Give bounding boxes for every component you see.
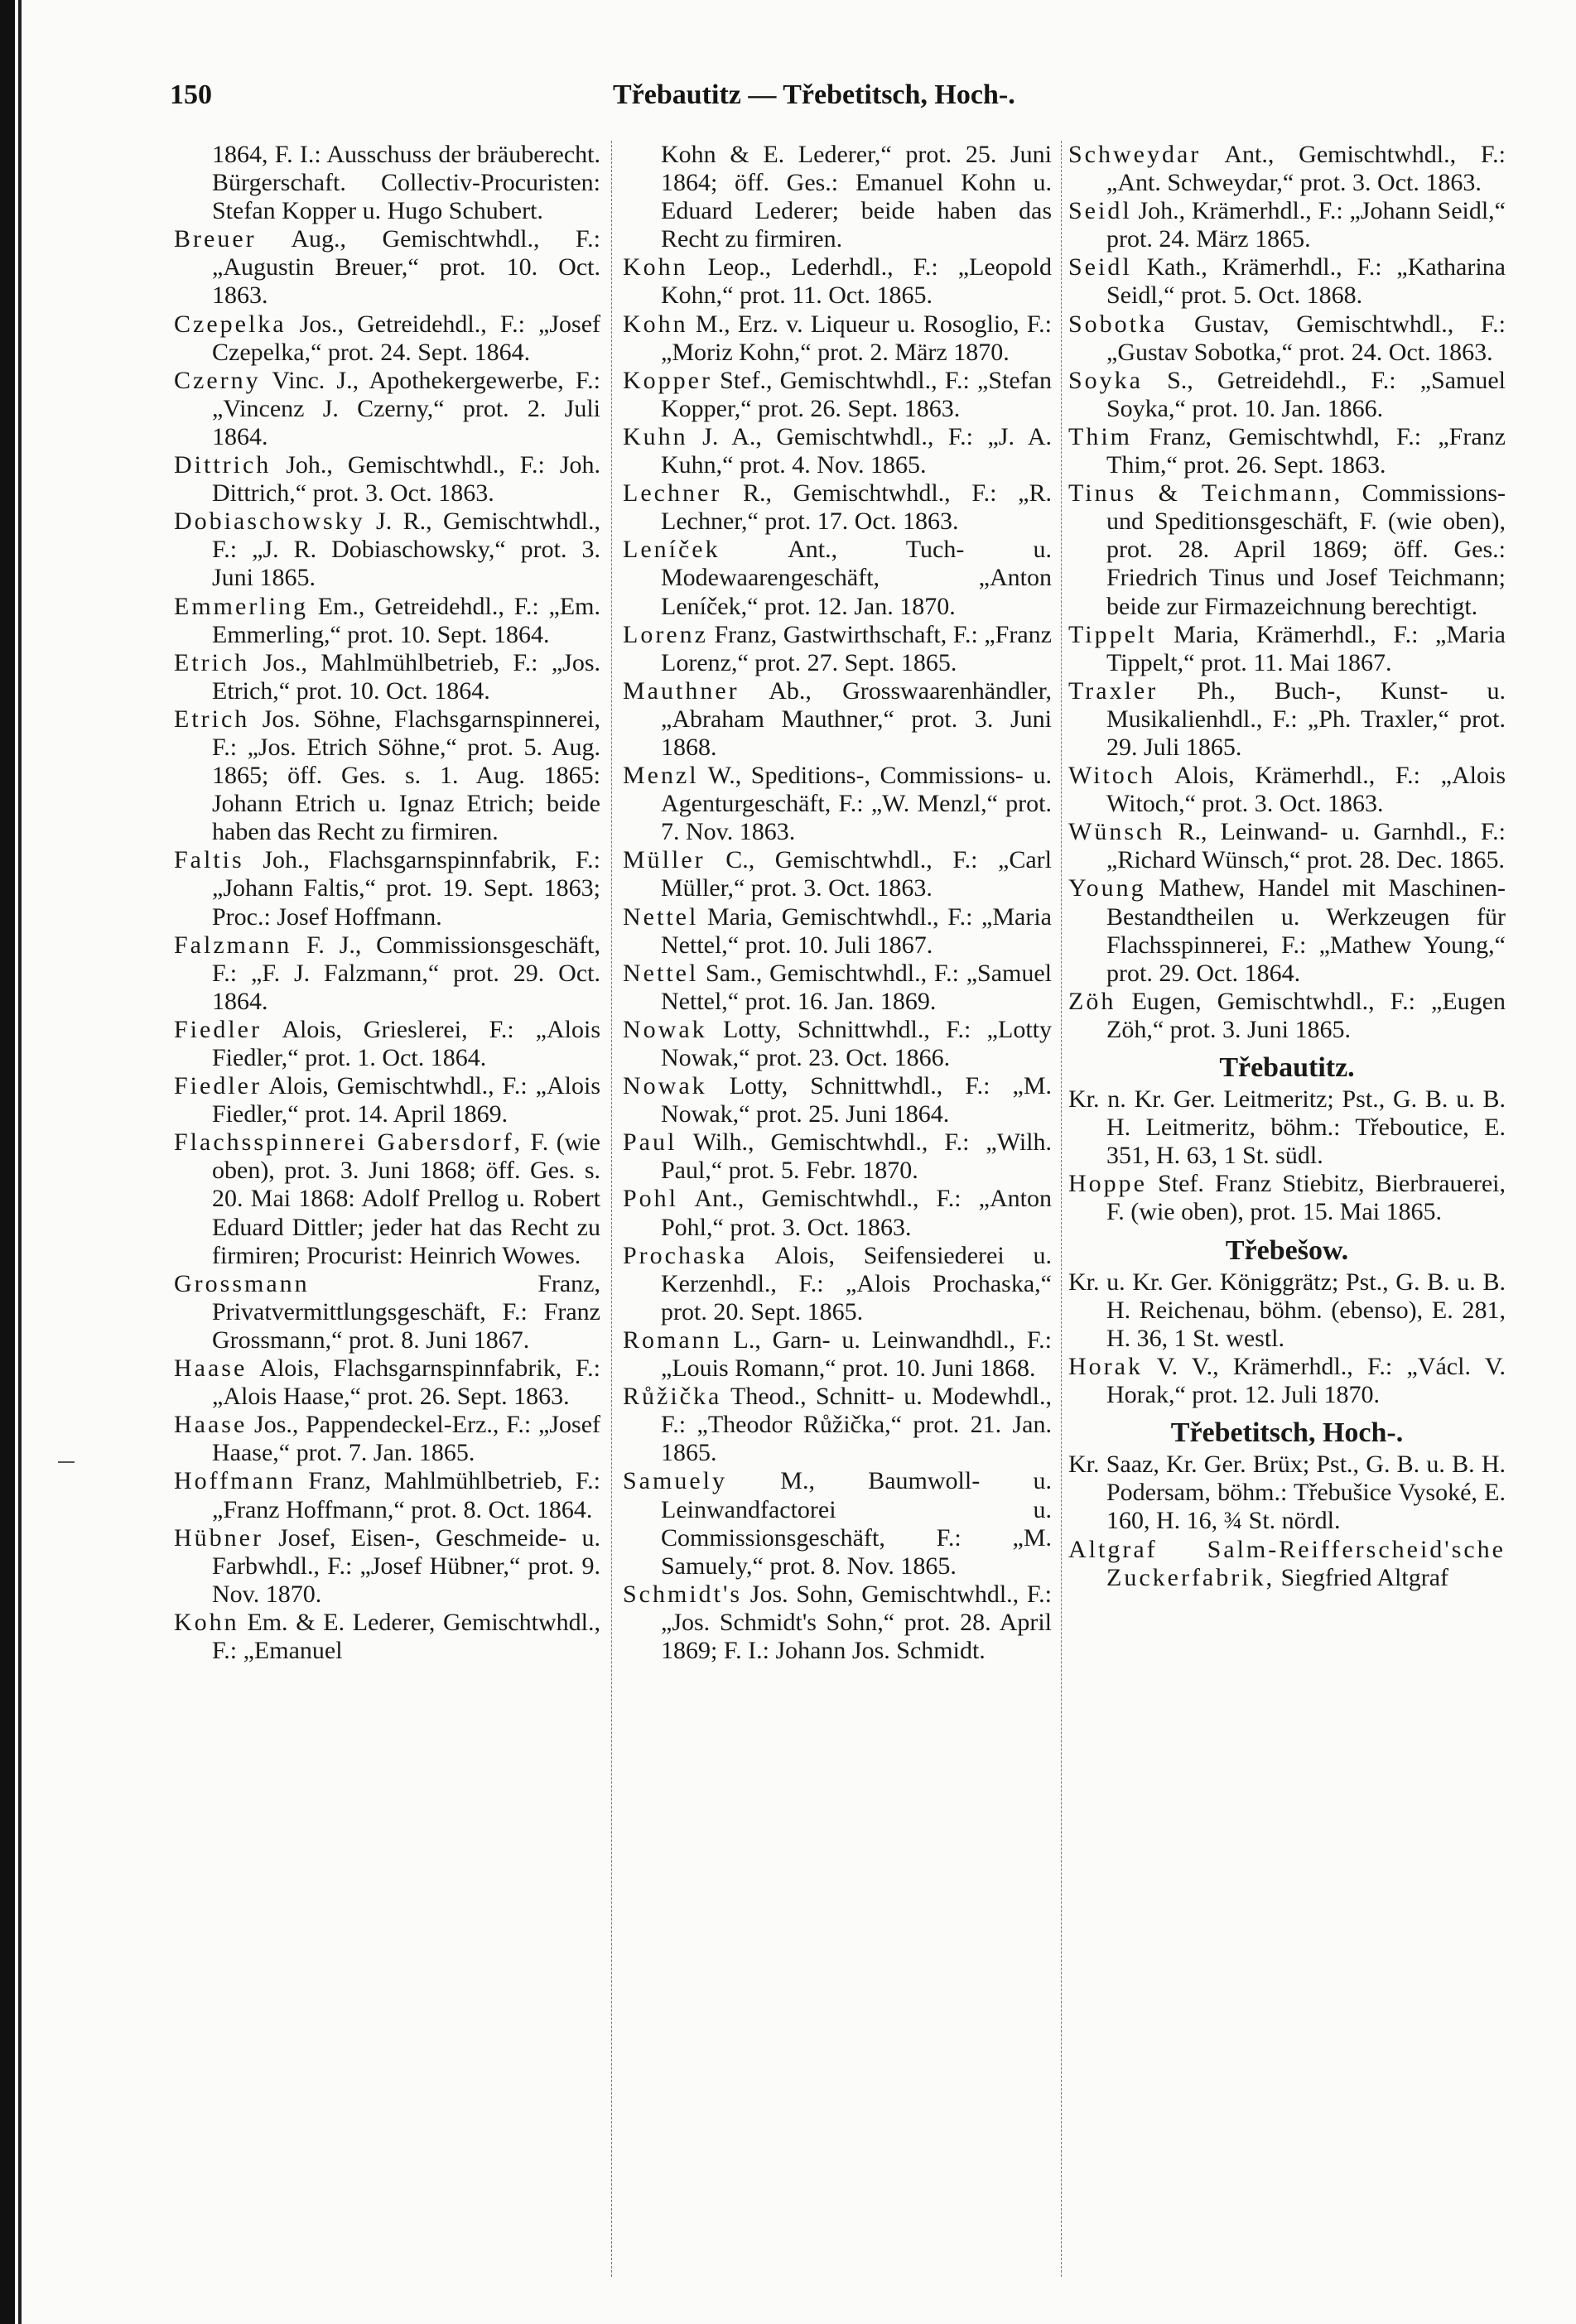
register-entry: [174, 1609, 600, 1665]
entry-name: Fiedler: [174, 1072, 262, 1100]
register-entry: [1068, 423, 1506, 479]
entry-name: Grossmann: [174, 1269, 310, 1297]
entry-text: Franz, Mahlmühlbetrieb, F.: „Franz Hoffmann,“ prot. 8. Oct. 1864.: [212, 1467, 600, 1523]
register-entry: [174, 1467, 600, 1523]
register-entry: [174, 1524, 600, 1609]
entry-name: Kohn: [623, 253, 688, 281]
register-entry: [623, 960, 1052, 1016]
entry-name: Horak: [1068, 1352, 1143, 1380]
page-number: 150: [170, 79, 212, 110]
register-entry: [1068, 367, 1506, 423]
column-divider: [611, 141, 612, 2277]
entry-list: [623, 253, 1052, 1665]
entry-name: Haase: [174, 1411, 248, 1439]
register-entry: [623, 1185, 1052, 1241]
entry-text: J. R., Gemischtwhdl., F.: „J. R. Dobiaschowsky,“ prot. 3. Juni 1865.: [212, 508, 600, 592]
entry-name: Dobiaschowsky: [174, 508, 365, 536]
register-entry: [174, 310, 600, 367]
entry-name: Lorenz: [623, 620, 708, 648]
register-entry: [623, 423, 1052, 479]
entry-text: L., Garn- u. Leinwandhdl., F.: „Louis Romann,“ prot. 10. Juni 1868.: [661, 1326, 1052, 1383]
entry-name: Leníček: [623, 536, 721, 564]
register-entry: [174, 451, 600, 508]
entry-text: Ant., Tuch- u. Modewaarengeschäft, „Anton Leníček,“ prot. 12. Jan. 1870.: [661, 536, 1052, 620]
entry-text: V. V., Krämerhdl., F.: „Václ. V. Horak,“ prot. 12. Juli 1870.: [1106, 1352, 1506, 1409]
register-entry: [174, 931, 600, 1016]
entry-text: R., Gemischtwhdl., F.: „R. Lechner,“ prot. 17. Oct. 1863.: [661, 479, 1052, 536]
entry-list: [1068, 1353, 1506, 1409]
column-right: [1068, 141, 1506, 2285]
entry-text: Commissions- und Speditionsgeschäft, F. (wie oben), prot. 28. April 1869; öff. Ges.: Friedrich Tinus und Josef Teichmann; beide zur Firmazeichnung berechtigt.: [1106, 479, 1506, 620]
entry-name: Kohn: [174, 1608, 239, 1636]
entry-text: Alois, Grieslerei, F.: „Alois Fiedler,“ prot. 1. Oct. 1864.: [212, 1015, 600, 1071]
entry-text: Josef, Eisen-, Geschmeide- u. Farbwhdl., F.: „Josef Hübner,“ prot. 9. Nov. 1870.: [212, 1523, 600, 1608]
entry-name: Breuer: [174, 225, 257, 253]
register-entry: [174, 1016, 600, 1072]
entry-text: F. J., Commissionsgeschäft, F.: „F. J. Falzmann,“ prot. 29. Oct. 1864.: [212, 931, 600, 1015]
entry-name: Kopper: [623, 366, 712, 394]
entry-name: Thim: [1068, 422, 1132, 450]
register-entry: [1068, 253, 1506, 310]
entry-name: Menzl: [623, 762, 699, 790]
entry-name: Nettel: [623, 959, 699, 987]
register-entry: [1068, 762, 1506, 818]
register-entry: [623, 1581, 1052, 1665]
entry-name: Fiedler: [174, 1015, 262, 1043]
entry-text: Aug., Gemischtwhdl., F.: „Augustin Breuer,“ prot. 10. Oct. 1863.: [212, 225, 600, 310]
entry-name: Traxler: [1068, 676, 1159, 705]
entry-name: Lechner: [623, 479, 722, 508]
entry-list: [1068, 1536, 1506, 1592]
register-entry: [623, 536, 1052, 620]
entry-text: Jos. Söhne, Flachsgarnspinnerei, F.: „Jos. Etrich Söhne,“ prot. 5. Aug. 1865; öff. Ges. s. 1. Aug. 1865: Johann Etrich u. Ignaz Etrich; beide haben das Recht zu firmiren.: [212, 705, 600, 846]
section-heading: Třebešow.: [1225, 1234, 1349, 1266]
entry-list: [1068, 141, 1506, 1044]
entry-name: Soyka: [1068, 366, 1143, 394]
entry-name: Prochaska: [623, 1241, 748, 1269]
entry-text: Franz, Gemischtwhdl, F.: „Franz Thim,“ prot. 26. Sept. 1863.: [1106, 422, 1506, 479]
register-entry: [1068, 677, 1506, 762]
entry-text: Alois, Seifensiederei u. Kerzenhdl., F.: „Alois Prochaska,“ prot. 20. Sept. 1865.: [661, 1241, 1052, 1326]
register-entry: [174, 508, 600, 592]
section-description: Kr. Saaz, Kr. Ger. Brüx; Pst., G. B. u. B. H. Podersam, böhm.: Třebušice Vysoké, E. 160, H. 16, ¾ St. nördl.: [1068, 1451, 1506, 1535]
section-description: Kr. n. Kr. Ger. Leitmeritz; Pst., G. B. u. B. H. Leitmeritz, böhm.: Třeboutice, E. 351, H. 63, 1 St. südl.: [1068, 1085, 1506, 1170]
entry-name: Mauthner: [623, 676, 740, 705]
entry-list: [1068, 1170, 1506, 1226]
entry-text: Gustav, Gemischtwhdl., F.: „Gustav Sobotka,“ prot. 24. Oct. 1863.: [1106, 310, 1506, 366]
entry-name: Falzmann: [174, 931, 292, 959]
entry-text: Alois, Flachsgarnspinnfabrik, F.: „Alois Haase,“ prot. 26. Sept. 1863.: [212, 1354, 600, 1411]
entry-text: Sam., Gemischtwhdl., F.: „Samuel Nettel,“ prot. 16. Jan. 1869.: [661, 959, 1052, 1015]
entry-text: Maria, Gemischtwhdl., F.: „Maria Nettel,“ prot. 10. Juli 1867.: [661, 902, 1052, 959]
entry-name: Witoch: [1068, 762, 1156, 790]
running-header: [170, 79, 1503, 119]
entry-name: Sobotka: [1068, 310, 1168, 338]
entry-text: Leop., Lederhdl., F.: „Leopold Kohn,“ prot. 11. Oct. 1865.: [661, 253, 1052, 310]
entry-text: Vinc. J., Apothekergewerbe, F.: „Vincenz J. Czerny,“ prot. 2. Juli 1864.: [212, 366, 600, 450]
register-entry: [1068, 818, 1506, 874]
register-entry: [623, 1072, 1052, 1128]
entry-text: Lotty, Schnittwhdl., F.: „M. Nowak,“ prot. 25. Juni 1864.: [661, 1072, 1052, 1128]
column-divider: [1061, 141, 1062, 2277]
entry-name: Hübner: [174, 1523, 263, 1552]
register-entry: [174, 1354, 600, 1411]
continued-entry: 1864, F. I.: Ausschuss der bräuberecht. Bürgerschaft. Collectiv-Procuristen: Stefan Kopper u. Hugo Schubert.: [212, 141, 600, 225]
entry-name: Paul: [623, 1128, 677, 1157]
entry-text: F. (wie oben), prot. 3. Juni 1868; öff. Ges. s. 20. Mai 1868: Adolf Prellog u. Robert Eduard Dittler; jeder hat das Recht zu firmiren; Procurist: Heinrich Wowes.: [212, 1128, 600, 1269]
entry-text: Alois, Gemischtwhdl., F.: „Alois Fiedler,“ prot. 14. April 1869.: [212, 1072, 600, 1128]
entry-name: Schweydar: [1068, 141, 1202, 168]
entry-name: Nettel: [623, 902, 699, 931]
entry-name: Nowak: [623, 1015, 707, 1043]
entry-text: R., Leinwand- u. Garnhdl., F.: „Richard Wünsch,“ prot. 28. Dec. 1865.: [1106, 818, 1506, 874]
section-heading: Třebautitz.: [1219, 1052, 1355, 1083]
entry-name: Schmidt's: [623, 1580, 743, 1608]
register-entry: [1068, 621, 1506, 677]
entry-text: C., Gemischtwhdl., F.: „Carl Müller,“ prot. 3. Oct. 1863.: [661, 846, 1052, 902]
entry-name: Young: [1068, 874, 1146, 902]
entry-text: Lotty, Schnittwhdl., F.: „Lotty Nowak,“ prot. 23. Oct. 1866.: [661, 1015, 1052, 1071]
entry-text: Siegfried Altgraf: [1275, 1563, 1449, 1591]
entry-name: Tippelt: [1068, 620, 1157, 648]
entry-list: [174, 225, 600, 1665]
entry-text: M., Erz. v. Liqueur u. Rosoglio, F.: „Moriz Kohn,“ prot. 2. März 1870.: [661, 310, 1052, 366]
page-title: Třebautitz — Třebetitsch, Hoch-.: [613, 79, 1015, 110]
entry-name: Samuely: [623, 1467, 727, 1495]
register-entry: [1068, 988, 1506, 1044]
scan-edge-line: [18, 0, 22, 2324]
entry-name: Faltis: [174, 846, 244, 874]
register-entry: [1068, 1536, 1506, 1592]
entry-text: Alois, Krämerhdl., F.: „Alois Witoch,“ prot. 3. Oct. 1863.: [1106, 762, 1506, 818]
register-entry: [1068, 197, 1506, 253]
register-entry: [1068, 141, 1506, 197]
register-entry: [1068, 1353, 1506, 1409]
entry-text: Kath., Krämerhdl., F.: „Katharina Seidl,“ prot. 5. Oct. 1868.: [1106, 253, 1506, 310]
register-entry: [1068, 874, 1506, 987]
entry-text: Franz, Privatvermittlungsgeschäft, F.: Franz Grossmann,“ prot. 8. Juni 1867.: [212, 1269, 600, 1354]
entry-name: Emmerling: [174, 592, 308, 620]
entry-text: Ant., Gemischtwhdl., F.: „Ant. Schweydar,“ prot. 3. Oct. 1863.: [1106, 141, 1506, 197]
register-entry: [1068, 1170, 1506, 1226]
entry-text: Ant., Gemischtwhdl., F.: „Anton Pohl,“ prot. 3. Oct. 1863.: [661, 1185, 1052, 1241]
register-entry: [623, 903, 1052, 960]
entry-name: Růžička: [623, 1383, 722, 1411]
register-entry: [623, 621, 1052, 677]
entry-name: Kuhn: [623, 422, 688, 450]
entry-text: Jos. Sohn, Gemischtwhdl., F.: „Jos. Schmidt's Sohn,“ prot. 28. April 1869; F. I.: Johann Jos. Schmidt.: [661, 1580, 1052, 1664]
register-entry: [174, 846, 600, 931]
column-left: [174, 141, 600, 2285]
entry-text: Em. & E. Lederer, Gemischtwhdl., F.: „Emanuel: [212, 1608, 600, 1664]
entry-name: Etrich: [174, 705, 250, 733]
entry-name: Czepelka: [174, 310, 287, 338]
entry-name: Kohn: [623, 310, 688, 338]
entry-text: J. A., Gemischtwhdl., F.: „J. A. Kuhn,“ prot. 4. Nov. 1865.: [661, 422, 1052, 479]
register-entry: [174, 1072, 600, 1128]
register-entry: [623, 310, 1052, 367]
entry-text: M., Baumwoll- u. Leinwandfactorei u. Commissionsgeschäft, F.: „M. Samuely,“ prot. 8. Nov. 1865.: [661, 1467, 1052, 1580]
register-entry: [174, 1270, 600, 1354]
register-entry: [623, 677, 1052, 762]
register-entry: [623, 846, 1052, 902]
entry-name: Etrich: [174, 648, 250, 676]
section-heading: Třebetitsch, Hoch-.: [1170, 1417, 1404, 1449]
entry-text: W., Speditions-, Commissions- u. Agenturgeschäft, F.: „W. Menzl,“ prot. 7. Nov. 1863.: [661, 762, 1052, 846]
entry-text: S., Getreidehdl., F.: „Samuel Soyka,“ prot. 10. Jan. 1866.: [1106, 366, 1506, 422]
entry-text: Jos., Pappendeckel-Erz., F.: „Josef Haase,“ prot. 7. Jan. 1865.: [212, 1411, 600, 1467]
register-entry: [174, 705, 600, 846]
entry-text: Stef. Franz Stiebitz, Bierbrauerei, F. (wie oben), prot. 15. Mai 1865.: [1106, 1170, 1506, 1226]
entry-name: Tinus & Teichmann,: [1068, 479, 1343, 508]
margin-mark: [58, 1461, 75, 1463]
entry-name: Seidl: [1068, 197, 1132, 225]
entry-name: Zöh: [1068, 987, 1116, 1015]
entry-text: Maria, Krämerhdl., F.: „Maria Tippelt,“ prot. 11. Mai 1867.: [1106, 620, 1506, 676]
entry-name: Dittrich: [174, 451, 272, 479]
entry-text: Eugen, Gemischtwhdl., F.: „Eugen Zöh,“ prot. 3. Juni 1865.: [1106, 987, 1506, 1043]
entry-name: Czerny: [174, 366, 261, 394]
entry-name: Flachsspinnerei Gabersdorf,: [174, 1128, 523, 1157]
entry-name: Seidl: [1068, 253, 1132, 281]
register-entry: [623, 1242, 1052, 1326]
entry-text: Ph., Buch-, Kunst- u. Musikalienhdl., F.: „Ph. Traxler,“ prot. 29. Juli 1865.: [1106, 676, 1506, 761]
register-entry: [174, 367, 600, 451]
entry-text: Mathew, Handel mit Maschinen-Bestandtheilen u. Werkzeugen für Flachsspinnerei, F.: „Mathew Young,“ prot. 29. Oct. 1864.: [1106, 874, 1506, 987]
section-description: Kr. u. Kr. Ger. Königgrätz; Pst., G. B. u. B. H. Reichenau, böhm. (ebenso), E. 281, H. 36, 1 St. westl.: [1068, 1268, 1506, 1352]
entry-name: Wünsch: [1068, 818, 1165, 846]
entry-text: Joh., Gemischtwhdl., F.: Joh. Dittrich,“ prot. 3. Oct. 1863.: [212, 451, 600, 508]
register-entry: [1068, 310, 1506, 367]
entry-text: Joh., Flachsgarnspinnfabrik, F.: „Johann Faltis,“ prot. 19. Sept. 1863; Proc.: Josef Hoffmann.: [212, 846, 600, 931]
entry-name: Nowak: [623, 1072, 707, 1100]
continued-entry: Kohn & E. Lederer,“ prot. 25. Juni 1864; öff. Ges.: Emanuel Kohn u. Eduard Lederer; beide haben das Recht zu firmiren.: [661, 141, 1052, 253]
entry-name: Hoffmann: [174, 1467, 296, 1495]
column-middle: [623, 141, 1052, 2285]
register-entry: [174, 225, 600, 310]
entry-text: Jos., Mahlmühlbetrieb, F.: „Jos. Etrich,“ prot. 10. Oct. 1864.: [212, 648, 600, 705]
register-entry: [623, 762, 1052, 846]
entry-name: Hoppe: [1068, 1170, 1147, 1198]
register-entry: [623, 1016, 1052, 1072]
register-entry: [1068, 479, 1506, 620]
register-entry: [623, 479, 1052, 536]
entry-text: Stef., Gemischtwhdl., F.: „Stefan Kopper,“ prot. 26. Sept. 1863.: [661, 366, 1052, 422]
entry-text: Em., Getreidehdl., F.: „Em. Emmerling,“ prot. 10. Sept. 1864.: [212, 592, 600, 648]
register-entry: [174, 1128, 600, 1269]
entry-text: Wilh., Gemischtwhdl., F.: „Wilh. Paul,“ prot. 5. Febr. 1870.: [661, 1128, 1052, 1185]
register-entry: [623, 1326, 1052, 1383]
register-entry: [623, 367, 1052, 423]
entry-text: Jos., Getreidehdl., F.: „Josef Czepelka,“ prot. 24. Sept. 1864.: [212, 310, 600, 366]
register-entry: [623, 253, 1052, 310]
register-entry: [623, 1467, 1052, 1580]
entry-text: Franz, Gastwirthschaft, F.: „Franz Lorenz,“ prot. 27. Sept. 1865.: [661, 620, 1052, 676]
scan-edge: [0, 0, 15, 2324]
entry-name: Haase: [174, 1354, 248, 1383]
register-entry: [174, 649, 600, 705]
register-entry: [174, 1411, 600, 1467]
register-entry: [623, 1128, 1052, 1185]
entry-name: Altgraf Salm-Reifferscheid'sche Zuckerfabrik,: [1068, 1535, 1506, 1591]
entry-name: Romann: [623, 1326, 722, 1354]
register-entry: [623, 1383, 1052, 1467]
register-entry: [174, 593, 600, 649]
entry-text: Theod., Schnitt- u. Modewhdl., F.: „Theodor Růžička,“ prot. 21. Jan. 1865.: [661, 1383, 1052, 1467]
entry-name: Pohl: [623, 1185, 679, 1213]
entry-text: Ab., Grosswaarenhändler, „Abraham Mauthner,“ prot. 3. Juni 1868.: [661, 676, 1052, 761]
entry-text: Joh., Krämerhdl., F.: „Johann Seidl,“ prot. 24. März 1865.: [1106, 197, 1506, 253]
entry-name: Müller: [623, 846, 706, 874]
